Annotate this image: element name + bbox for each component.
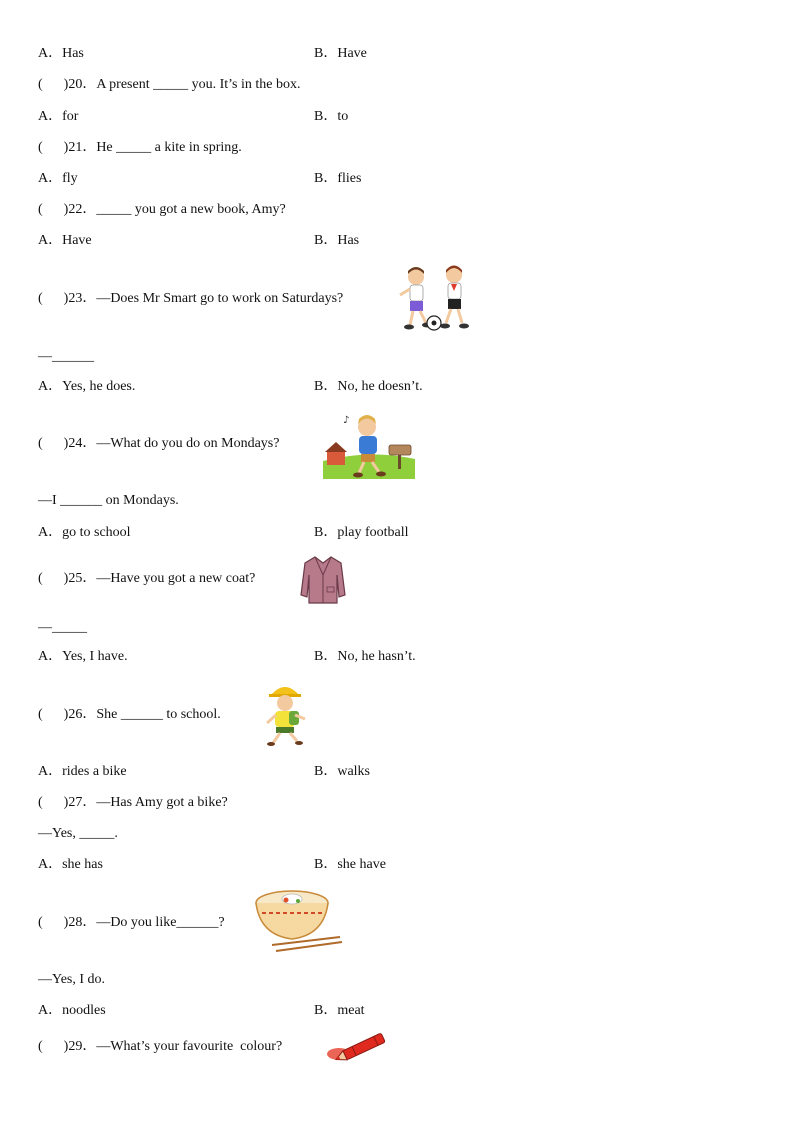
- question-25: ( )25．—Have you got a new coat?: [38, 571, 256, 586]
- svg-text:♪: ♪: [343, 415, 350, 426]
- q28-option-b: B．meat: [314, 1003, 365, 1018]
- answer-28: —Yes, I do.: [38, 972, 106, 987]
- answer-25: —_____: [38, 620, 87, 635]
- q22-option-b: B．Has: [314, 233, 360, 248]
- red-crayon-picture: [325, 1030, 393, 1062]
- question-28: ( )28．—Do you like______?: [38, 915, 225, 930]
- question-27: ( )27．—Has Amy got a bike?: [38, 795, 228, 810]
- q20-option-a: A．for: [38, 109, 79, 124]
- q22-option-a: A．Have: [38, 233, 92, 248]
- question-22: ( )22．_____ you got a new book, Amy?: [38, 202, 286, 217]
- q23-option-b: B．No, he doesn’t.: [314, 379, 423, 394]
- question-29: ( )29．—What’s your favourite colour?: [38, 1039, 283, 1054]
- question-26: ( )26．She ______ to school.: [38, 707, 221, 722]
- boys-playing-football-picture: [396, 265, 476, 333]
- q27-option-a: A．she has: [38, 857, 103, 872]
- question-20: ( )20．A present _____ you. It’s in the box.: [38, 77, 301, 92]
- q21-option-b: B．flies: [314, 171, 362, 186]
- q25-option-a: A．Yes, I have.: [38, 649, 128, 664]
- girl-walking-picture: [259, 683, 313, 747]
- answer-24: —I ______ on Mondays.: [38, 493, 179, 508]
- question-23: ( )23．—Does Mr Smart go to work on Saturdays?: [38, 291, 344, 306]
- q28-option-a: A．noodles: [38, 1003, 106, 1018]
- boy-going-to-school-picture: [323, 409, 415, 479]
- question-21: ( )21．He _____ a kite in spring.: [38, 140, 242, 155]
- question-24: ( )24．—What do you do on Mondays?: [38, 436, 280, 451]
- q24-option-b: B．play football: [314, 525, 409, 540]
- q24-option-a: A．go to school: [38, 525, 131, 540]
- noodle-bowl-picture: [252, 885, 346, 955]
- answer-27: —Yes, _____.: [38, 826, 118, 841]
- q23-option-a: A．Yes, he does.: [38, 379, 136, 394]
- q20-option-b: B．to: [314, 109, 349, 124]
- q27-option-b: B．she have: [314, 857, 386, 872]
- q26-option-a: A．rides a bike: [38, 764, 127, 779]
- q21-option-a: A．fly: [38, 171, 78, 186]
- q19-option-a: A．Has: [38, 46, 84, 61]
- q25-option-b: B．No, he hasn’t.: [314, 649, 416, 664]
- answer-23: —______: [38, 349, 94, 364]
- q26-option-b: B．walks: [314, 764, 370, 779]
- q19-option-b: B．Have: [314, 46, 367, 61]
- coat-picture: [299, 555, 347, 605]
